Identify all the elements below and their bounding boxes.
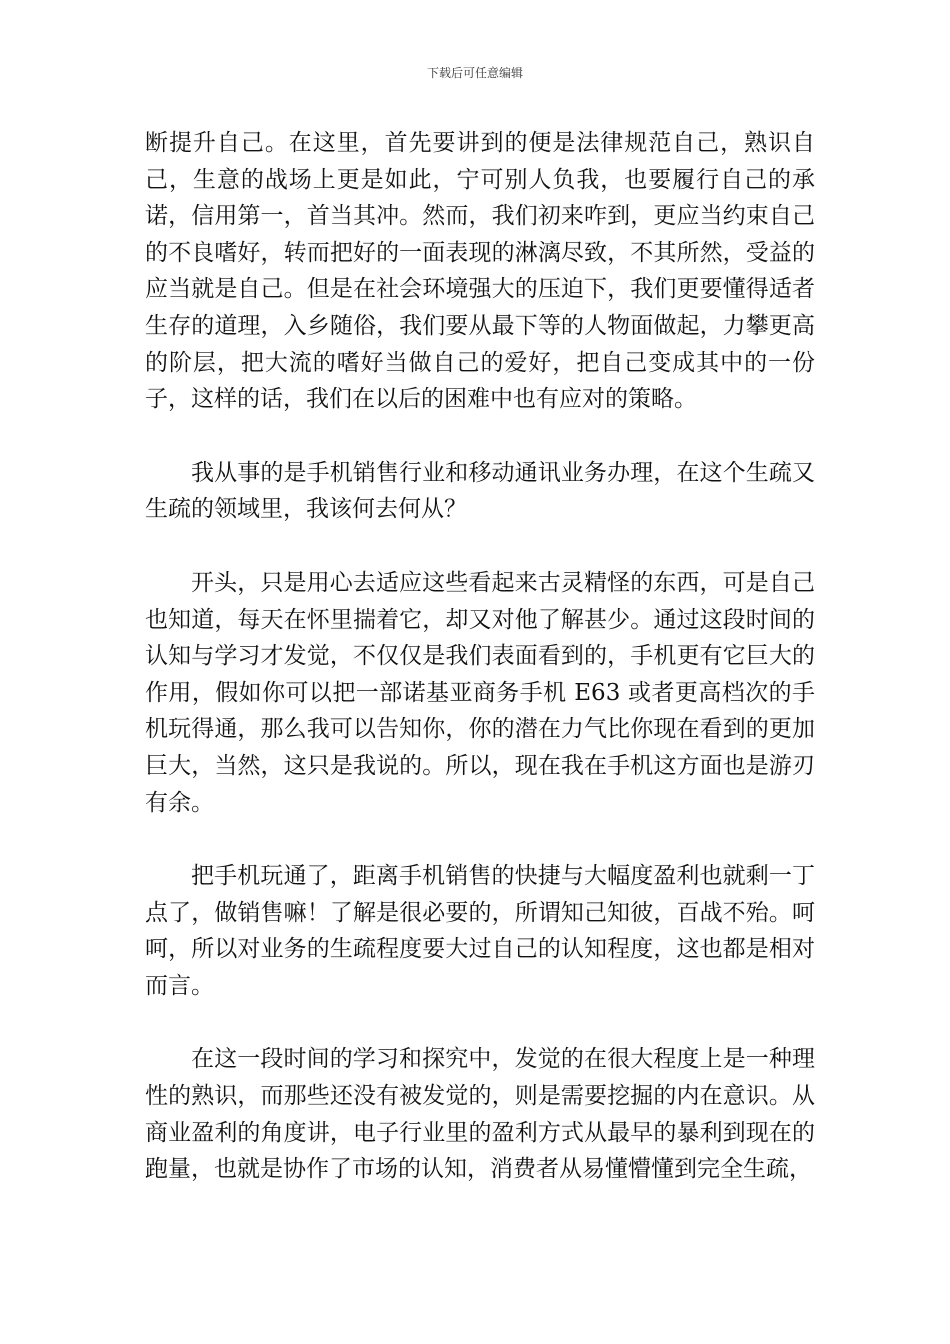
paragraph-gap <box>145 1004 815 1041</box>
paragraph-3: 开头，只是用心去适应这些看起来古灵精怪的东西，可是自己也知道，每天在怀里揣着它，却又对他了解甚少。通过这段时间的认知与学习才发觉，不仅仅是我们表面看到的，手机更有它巨大的作用，假如你可以把一部诺基亚商务手机 E63 或者更高档次的手机玩得通，那么我可以告知你，你的潜在力气比你现在看到的更加巨大，当然，这只是我说的。所以，现在我在手机这方面也是游刃有余。 <box>145 569 815 816</box>
paragraph-4: 把手机玩通了，距离手机销售的快捷与大幅度盈利也就剩一丁点了，做销售嘛！了解是很必要的，所谓知己知彼，百战不殆。呵呵，所以对业务的生疏程度要大过自己的认知程度，这也都是相对而言。 <box>145 863 815 999</box>
paragraph-gap <box>145 528 815 565</box>
paragraph-2: 我从事的是手机销售行业和移动通讯业务办理，在这个生疏又生疏的领域里，我该何去何从？ <box>145 459 815 523</box>
paragraph-5: 在这一段时间的学习和探究中，发觉的在很大程度上是一种理性的熟识，而那些还没有被发觉的，则是需要挖掘的内在意识。从商业盈利的角度讲，电子行业里的盈利方式从最早的暴利到现在的跑量，也就是协作了市场的认知，消费者从易懂懵懂到完全生疏， <box>145 1046 815 1183</box>
page-header: 下载后可任意编辑 <box>426 66 523 80</box>
paragraph-gap <box>145 821 815 858</box>
document-body <box>145 125 815 1188</box>
paragraph-1: 断提升自己。在这里，首先要讲到的便是法律规范自己，熟识自己，生意的战场上更是如此，宁可别人负我，也要履行自己的承诺，信用第一，首当其冲。然而，我们初来咋到，更应当约束自己的不良嗜好，转而把好的一面表现的淋漓尽致，不其所然，受益的应当就是自己。但是在社会环境强大的压迫下，我们更要懂得适者生存的道理，入乡随俗，我们要从最下等的人物面做起，力攀更高的阶层，把大流的嗜好当做自己的爱好，把自己变成其中的一份子，这样的话，我们在以后的困难中也有应对的策略。 <box>145 130 815 413</box>
paragraph-gap <box>145 418 815 455</box>
